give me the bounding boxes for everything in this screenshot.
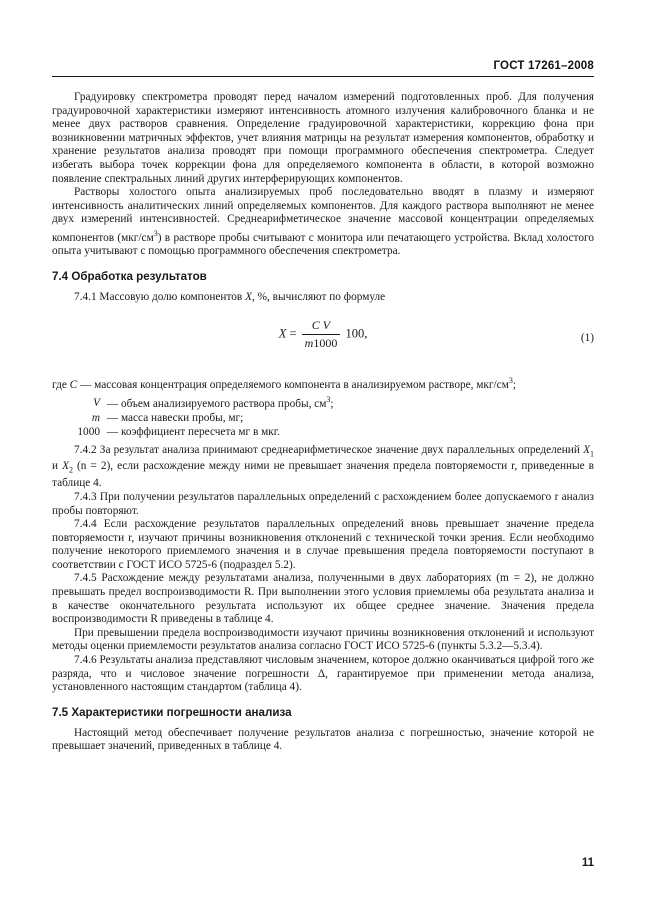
formula-block-1 — [52, 316, 594, 362]
formula-tail: 100, — [345, 326, 368, 341]
definition-text-m: — масса навески пробы, мг; — [104, 411, 244, 424]
p741-symbol-x: X — [245, 290, 252, 303]
definition-intro: где — [52, 379, 67, 392]
paragraph-7-4-5-note: При превышении предела воспроизводимости изучают причины возникновения отклонений и используют методы оценки приемлемости результатов анализа согласно ГОСТ ИСО 5725-6 (пункты 5.3.2—5.3.4). — [52, 626, 594, 653]
definition-sup-v: 3 — [326, 394, 331, 404]
definition-text-v-b: ; — [330, 397, 334, 410]
paragraph-7-4-6: 7.4.6 Результаты анализа представляют числовым значением, которое должно оканчиваться цифрой того же разряда, что и числовое значение погрешности Δ, гарантируемое при применении метода анализа, установленного настоящим стандартом (таблица 4). — [52, 654, 594, 694]
formula-equals: = — [289, 326, 297, 341]
p742-symbol-x2: X — [62, 460, 69, 473]
formula-denominator — [302, 334, 341, 351]
definition-text-v-a: — объем анализируемого раствора пробы, см — [104, 397, 327, 410]
paragraph-7-5-1: Настоящий метод обеспечивает получение результатов анализа с погрешностью, значение которой не превышает значений, приведенных в таблице 4. — [52, 726, 594, 753]
paragraph-7-4-1 — [52, 291, 594, 305]
paragraph-calibration: Градуировку спектрометра проводят перед началом измерений подготовленных проб. Для получения градуировочной характеристики измеряют интенсивность атомного излучения калибровочного бланка и не менее двух растворов сравнения. Определение градуировочной характеристики, коррекцию фона при возникновении матричных эффектов, учет влияния матрицы на результат измерения компонентов, обработку и хранение результатов анализа проводят при помощи программного обеспечения спектрометра. Следует избегать выбора точек коррекции фона для определяемого компонента в области, в которой возможно появление спектральных линий других интерферирующих компонентов. — [52, 91, 594, 185]
section-heading-7-5: 7.5 Характеристики погрешности анализа — [52, 705, 292, 719]
page-number: 11 — [581, 857, 594, 869]
definition-sup-c: 3 — [508, 376, 513, 386]
paragraph-7-4-2 — [52, 444, 594, 491]
p742-conj: и — [52, 460, 63, 473]
formula-definitions — [52, 374, 594, 439]
definition-text-1000: — коэффициент пересчета мг в мкг. — [104, 426, 280, 439]
paragraph-blank-solutions — [52, 186, 594, 259]
definition-term-m: m — [91, 411, 100, 424]
p742-symbol-x1: X — [583, 443, 590, 456]
definition-text-c-a: — массовая концентрация определяемого компонента в анализируемом растворе, мкг/см — [77, 379, 509, 392]
formula-numerator: C V — [311, 318, 331, 333]
definition-term-1000: 1000 — [77, 426, 100, 439]
paragraph-blank-text-b: ) в растворе пробы считывают с монитора или печатающего устройства. Вклад холостого опыта учитывают с помощью программного обеспечения спектрометра. — [52, 231, 594, 258]
definition-row-1000 — [52, 425, 594, 439]
paragraph-7-4-3: 7.4.3 При получении результатов параллельных определений с расхождением более допускаемого r анализ пробы повторяют. — [52, 490, 594, 517]
paragraph-7-4-4: 7.4.4 Если расхождение результатов параллельных определений вновь превышает значение предела повторяемости r, изучают причины возникновения отклонений с технической точки зрения. Если необходимо получение некоторого приемлемого значения и в случае превышения предела повторяемости поступают в соответствии с ГОСТ ИСО 5725-6 (подраздел 5.2). — [52, 518, 594, 571]
p742-sub-2: 2 — [68, 465, 73, 475]
paragraph-blank-text-a: Растворы холостого опыта анализируемых проб последовательно вводят в плазму и измеряют интенсивность аналитических линий определяемых компонентов. Для каждого раствора выполняют не менее двух измерений интенсивностей. Среднеарифметическое значение массовой концентрации определяемых компонентов (мкг/см — [52, 186, 594, 244]
definition-row-v — [52, 393, 594, 411]
definition-term-c: C — [69, 379, 78, 392]
p741-text-b: , %, вычисляют по формуле — [251, 290, 386, 303]
formula-denominator-m: m — [304, 336, 314, 351]
p742-text-b: (n = 2), если расхождение между ними не превышает значения предела повторяемости r, приведенные в таблице 4. — [52, 460, 595, 490]
definition-text-c-b: ; — [512, 379, 516, 392]
paragraph-7-4-5: 7.4.5 Расхождение между результатами анализа, полученными в двух лабораториях (m = 2), не должно превышать предел воспроизводимости R. При выполнении этого условия приемлемы оба результата анализа и в качестве окончательного результата используют их общее среднее значение. Значения предела воспроизводимости R приведены в таблице 4. — [52, 572, 594, 626]
formula-number: (1) — [580, 332, 594, 345]
definition-term-v: V — [93, 397, 100, 410]
definition-row-c — [52, 374, 594, 392]
cubic-superscript: 3 — [153, 228, 158, 238]
p742-text-a: 7.4.2 За результат анализа принимают среднеарифметическое значение двух параллельных определений — [74, 443, 584, 456]
header-divider — [52, 76, 594, 77]
formula-lhs: X — [278, 326, 287, 341]
formula-denominator-number: 1000 — [313, 336, 338, 351]
p741-text-a: 7.4.1 Массовую долю компонентов — [74, 290, 246, 303]
formula-fraction — [302, 318, 341, 351]
page-header-standard-id: ГОСТ 17261–2008 — [493, 60, 594, 72]
p742-sub-1: 1 — [590, 448, 594, 458]
definition-row-m — [52, 411, 594, 425]
formula-mass-fraction — [52, 318, 594, 351]
section-heading-7-4: 7.4 Обработка результатов — [52, 269, 207, 283]
